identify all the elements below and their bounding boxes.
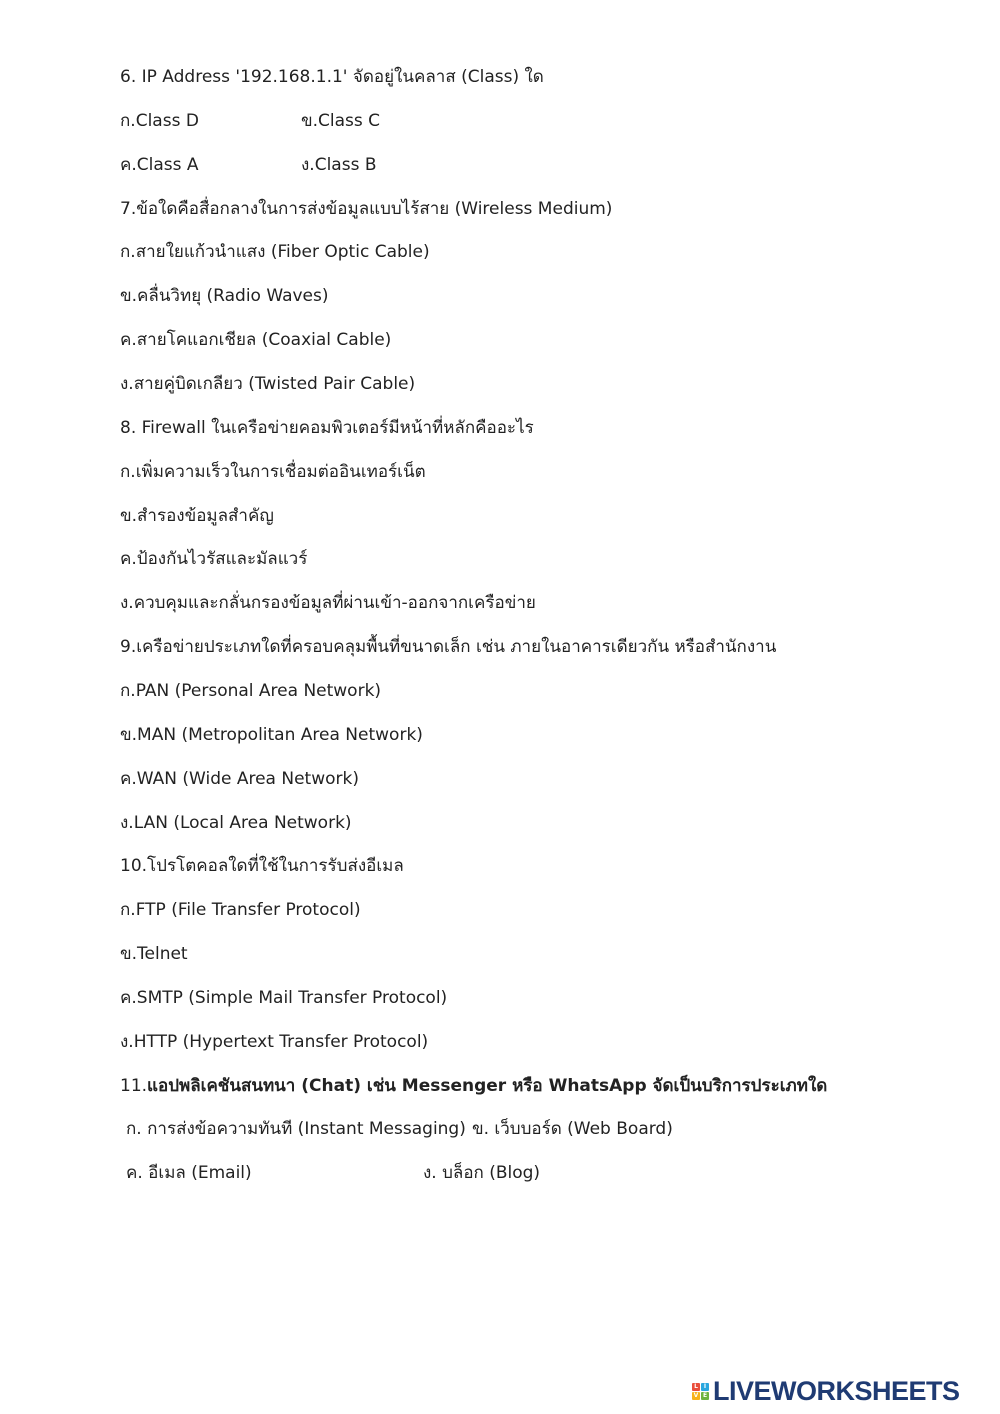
question-11-option-d[interactable]: ง. บล็อก (Blog) [423,1163,541,1183]
question-11-text [120,1075,827,1097]
question-10-text: 10.โปรโตคอลใดที่ใช้ในการรับส่งอีเมล [120,856,404,876]
question-8-option-a[interactable]: ก.เพิ่มความเร็วในการเชื่อมต่ออินเทอร์เน็ต [120,462,426,482]
question-7-option-c[interactable]: ค.สายโคแอกเชียล (Coaxial Cable) [120,330,392,350]
question-8-text: 8. Firewall ในเครือข่ายคอมพิวเตอร์มีหน้าที่หลักคืออะไร [120,418,534,438]
question-6-option-d[interactable]: ง.Class B [301,155,377,175]
question-9-option-d[interactable]: ง.LAN (Local Area Network) [120,813,352,833]
question-8-option-c[interactable]: ค.ป้องกันไวรัสและมัลแวร์ [120,549,308,569]
question-11-option-c[interactable]: ค. อีเมล (Email) [126,1163,252,1183]
question-10-option-a[interactable]: ก.FTP (File Transfer Protocol) [120,900,361,920]
question-7-option-d[interactable]: ง.สายคู่บิดเกลียว (Twisted Pair Cable) [120,374,416,394]
question-7-option-b[interactable]: ข.คลื่นวิทยุ (Radio Waves) [120,286,329,306]
question-11-option-a[interactable]: ก. การส่งข้อความทันที (Instant Messaging) [126,1119,466,1139]
question-9-option-a[interactable]: ก.PAN (Personal Area Network) [120,681,382,701]
question-7-text: 7.ข้อใดคือสื่อกลางในการส่งข้อมูลแบบไร้สาย (Wireless Medium) [120,199,613,219]
question-9-option-c[interactable]: ค.WAN (Wide Area Network) [120,769,359,789]
question-6-option-c[interactable]: ค.Class A [120,155,199,175]
question-10-option-b[interactable]: ข.Telnet [120,944,188,964]
question-8-option-b[interactable]: ข.สำรองข้อมูลสำคัญ [120,506,274,526]
logo-square-e: E [702,1391,708,1399]
question-6-option-a[interactable]: ก.Class D [120,111,199,131]
question-7-option-a[interactable]: ก.สายใยแก้วนำแสง (Fiber Optic Cable) [120,242,430,262]
liveworksheets-logo-icon [692,1383,709,1400]
question-9-option-b[interactable]: ข.MAN (Metropolitan Area Network) [120,725,423,745]
logo-square-v: V [693,1391,699,1399]
question-11-number: 11. [120,1076,148,1096]
question-8-option-d[interactable]: ง.ควบคุมและกลั่นกรองข้อมูลที่ผ่านเข้า-ออกจากเครือข่าย [120,593,536,613]
question-11-option-b[interactable]: ข. เว็บบอร์ด (Web Board) [472,1119,673,1139]
question-6-text: 6. IP Address '192.168.1.1' จัดอยู่ในคลาส (Class) ใด [120,67,544,87]
question-6-option-b[interactable]: ข.Class C [301,111,381,131]
logo-square-i: I [701,1383,709,1391]
question-10-option-d[interactable]: ง.HTTP (Hypertext Transfer Protocol) [120,1032,429,1052]
question-11-bold-text: แอปพลิเคชันสนทนา (Chat) เช่น Messenger หรือ WhatsApp จัดเป็นบริการประเภทใด [147,1076,828,1096]
logo-square-l: L [692,1383,700,1391]
liveworksheets-logo [692,1376,992,1406]
liveworksheets-logo-text: LIVEWORKSHEETS [713,1375,960,1406]
question-10-option-c[interactable]: ค.SMTP (Simple Mail Transfer Protocol) [120,988,448,1008]
question-9-text: 9.เครือข่ายประเภทใดที่ครอบคลุมพื้นที่ขนาดเล็ก เช่น ภายในอาคารเดียวกัน หรือสำนักงาน [120,637,777,657]
